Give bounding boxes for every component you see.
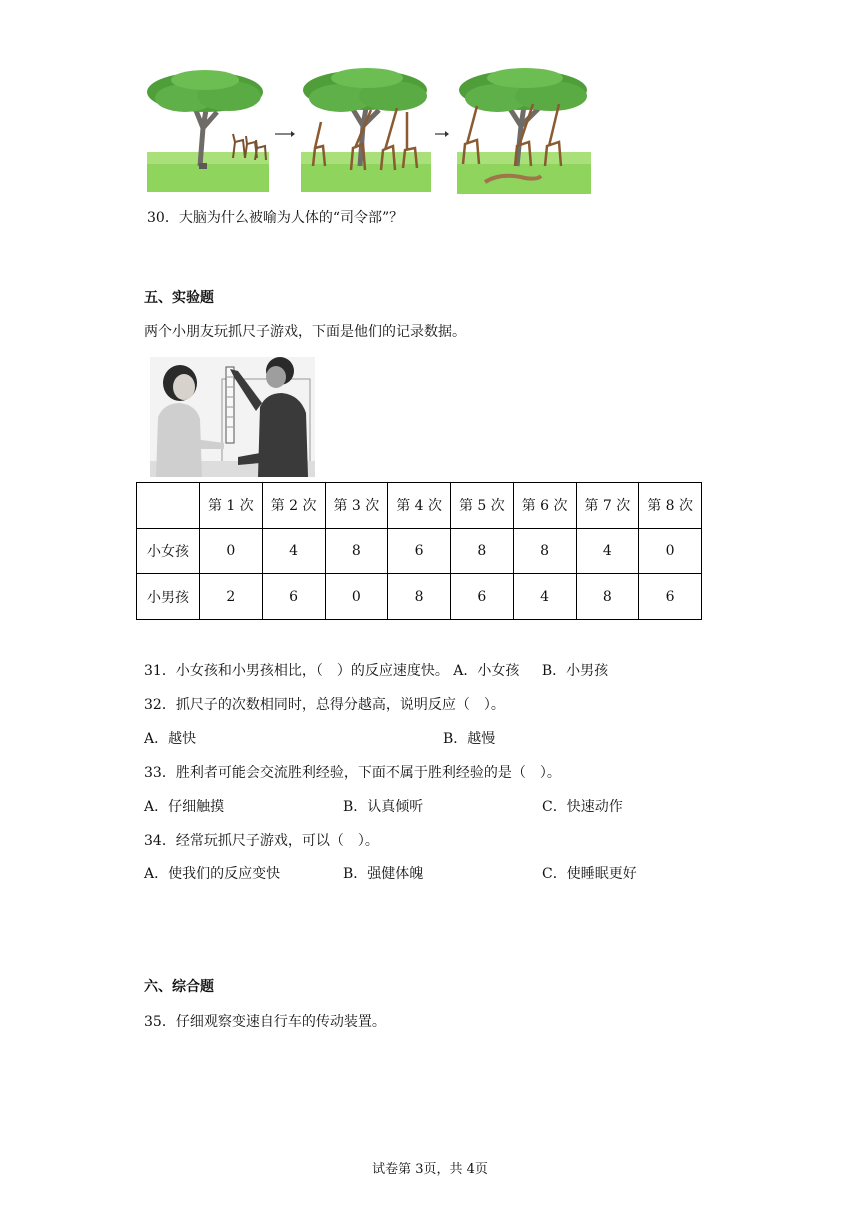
question-33-option-a: A．仔细触摸 [144, 799, 225, 815]
table-cell: 8 [451, 528, 514, 574]
question-35: 35．仔细观察变速自行车的传动装置。 [144, 1014, 386, 1030]
table-cell: 8 [388, 574, 451, 620]
section-5-title: 五、实验题 [144, 290, 214, 306]
table-header-row [137, 483, 702, 529]
table-header-cell: 第 7 次 [576, 483, 639, 529]
table-header-cell: 第 2 次 [262, 483, 325, 529]
table-cell: 0 [325, 574, 388, 620]
table-row [137, 528, 702, 574]
table-cell: 8 [513, 528, 576, 574]
giraffe-panel-3 [457, 68, 591, 194]
table-cell: 2 [200, 574, 263, 620]
table-row [137, 574, 702, 620]
question-32-stem: 32．抓尺子的次数相同时，总得分越高，说明反应（ ）。 [144, 697, 505, 713]
table-header-cell [137, 483, 200, 529]
question-30: 30．大脑为什么被喻为人体的“司令部”？ [147, 210, 404, 226]
question-34-stem: 34．经常玩抓尺子游戏，可以（ ）。 [144, 833, 379, 849]
question-33-option-b: B．认真倾听 [343, 799, 424, 815]
table-cell: 4 [262, 528, 325, 574]
question-31-stem: 31．小女孩和小男孩相比，（ ）的反应速度快。 [144, 663, 449, 679]
table-cell: 6 [262, 574, 325, 620]
table-cell: 6 [639, 574, 702, 620]
question-33-stem: 33．胜利者可能会交流胜利经验，下面不属于胜利经验的是（ ）。 [144, 765, 561, 781]
table-header-cell: 第 6 次 [513, 483, 576, 529]
section-6-title: 六、综合题 [144, 979, 214, 995]
page-footer: 试卷第 3页，共 4页 [372, 1162, 488, 1177]
giraffe-evolution-illustration [145, 68, 595, 196]
question-31-option-b: B．小男孩 [541, 663, 609, 679]
question-34-option-a: A．使我们的反应变快 [144, 866, 281, 882]
table-cell: 0 [639, 528, 702, 574]
question-34-option-c: C．使睡眠更好 [542, 866, 637, 882]
section-5-intro: 两个小朋友玩抓尺子游戏，下面是他们的记录数据。 [144, 324, 466, 340]
arrow-2 [435, 131, 449, 137]
table-header-cell: 第 3 次 [325, 483, 388, 529]
arrow-1 [275, 131, 295, 137]
table-header-cell: 第 4 次 [388, 483, 451, 529]
table-cell: 8 [576, 574, 639, 620]
table-cell: 4 [513, 574, 576, 620]
table-cell: 6 [451, 574, 514, 620]
record-table [136, 482, 702, 620]
ruler-game-photo [150, 357, 315, 477]
table-cell: 4 [576, 528, 639, 574]
question-31-option-a: A．小女孩 [453, 663, 520, 679]
giraffe-panel-2 [301, 68, 431, 192]
giraffe-panel-1 [147, 70, 269, 192]
question-32-option-b: B．越慢 [443, 731, 496, 747]
row-label-girl: 小女孩 [137, 528, 200, 574]
question-31 [144, 661, 608, 681]
table-header-cell: 第 8 次 [639, 483, 702, 529]
table-header-cell: 第 1 次 [200, 483, 263, 529]
question-32-option-a: A．越快 [144, 731, 197, 747]
table-cell: 8 [325, 528, 388, 574]
question-33-option-c: C．快速动作 [542, 799, 623, 815]
row-label-boy: 小男孩 [137, 574, 200, 620]
table-cell: 6 [388, 528, 451, 574]
table-header-cell: 第 5 次 [451, 483, 514, 529]
table-cell: 0 [200, 528, 263, 574]
question-34-option-b: B．强健体魄 [343, 866, 424, 882]
